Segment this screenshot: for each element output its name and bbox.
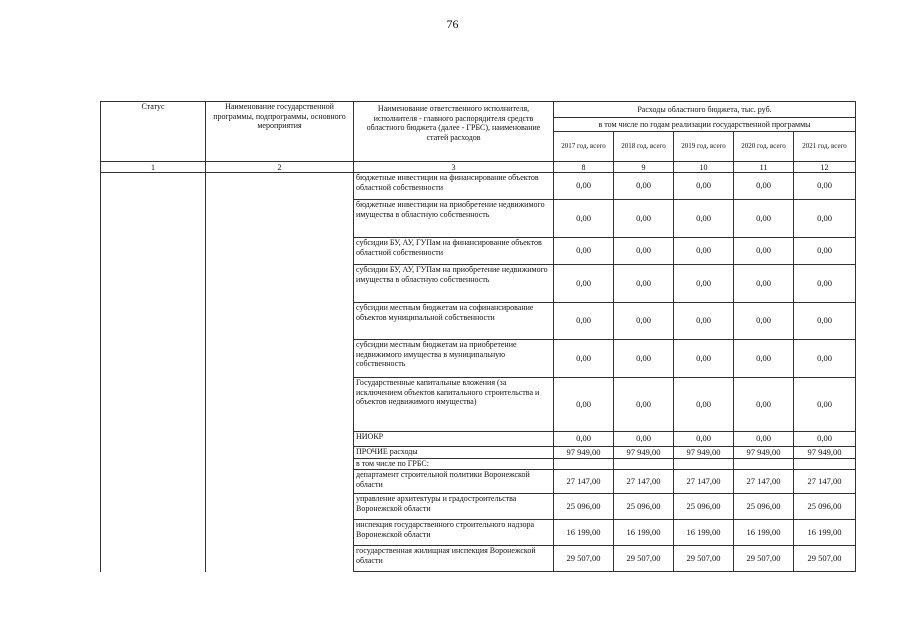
column-number: 11 <box>734 162 794 173</box>
header-status: Статус <box>101 102 206 162</box>
row-value: 97 949,00 <box>554 447 614 459</box>
row-value: 0,00 <box>734 200 794 238</box>
row-value: 0,00 <box>674 173 734 200</box>
empty-cell <box>101 459 206 470</box>
row-value: 29 507,00 <box>734 546 794 572</box>
row-value: 0,00 <box>674 378 734 432</box>
empty-cell <box>206 173 354 200</box>
header-expenses: Расходы областного бюджета, тыс. руб. <box>554 102 856 118</box>
table-row <box>101 459 856 470</box>
header-year: 2021 год, всего <box>794 132 856 162</box>
row-value <box>554 459 614 470</box>
table-row <box>101 303 856 340</box>
row-value: 29 507,00 <box>614 546 674 572</box>
row-value: 16 199,00 <box>554 520 614 546</box>
table-row <box>101 447 856 459</box>
row-value: 25 096,00 <box>794 494 856 520</box>
row-value: 0,00 <box>794 340 856 378</box>
header-program: Наименование государственной программы, подпрограммы, основного мероприятия <box>206 102 354 162</box>
row-value: 0,00 <box>674 200 734 238</box>
row-name: НИОКР <box>354 432 554 447</box>
empty-cell <box>101 378 206 432</box>
row-name: бюджетные инвестиции на приобретение недвижимого имущества в областную собственность <box>354 200 554 238</box>
row-value: 0,00 <box>614 200 674 238</box>
row-name: департамент строительной политики Воронежской области <box>354 470 554 494</box>
row-value: 25 096,00 <box>674 494 734 520</box>
empty-cell <box>101 447 206 459</box>
header-by-years: в том числе по годам реализации государственной программы <box>554 118 856 132</box>
empty-cell <box>206 265 354 303</box>
row-value: 97 949,00 <box>734 447 794 459</box>
table-row <box>101 470 856 494</box>
row-name: государственная жилищная инспекция Воронежской области <box>354 546 554 572</box>
empty-cell <box>101 520 206 546</box>
row-value: 0,00 <box>734 340 794 378</box>
header-executor: Наименование ответственного исполнителя, исполнителя - главного распорядителя средств областного бюджета (далее - ГРБС), наименование статей расходов <box>354 102 554 162</box>
row-value: 97 949,00 <box>794 447 856 459</box>
row-name: субсидии местным бюджетам на софинансирование объектов муниципальной собственности <box>354 303 554 340</box>
empty-cell <box>101 340 206 378</box>
row-value: 0,00 <box>674 340 734 378</box>
table-row <box>101 546 856 572</box>
row-value: 0,00 <box>674 265 734 303</box>
row-value: 27 147,00 <box>674 470 734 494</box>
empty-cell <box>101 546 206 572</box>
column-number: 8 <box>554 162 614 173</box>
row-value: 0,00 <box>554 340 614 378</box>
table-row <box>101 520 856 546</box>
empty-cell <box>206 470 354 494</box>
empty-cell <box>101 238 206 265</box>
row-value: 29 507,00 <box>794 546 856 572</box>
empty-cell <box>206 200 354 238</box>
row-value: 0,00 <box>674 432 734 447</box>
row-name: субсидии БУ, АУ, ГУПам на финансирование объектов областной собственности <box>354 238 554 265</box>
column-number: 1 <box>101 162 206 173</box>
row-value: 0,00 <box>674 303 734 340</box>
row-value: 97 949,00 <box>614 447 674 459</box>
row-name: Государственные капитальные вложения (за исключением объектов капитального строительства и объектов недвижимого имущества) <box>354 378 554 432</box>
empty-cell <box>101 303 206 340</box>
row-value: 0,00 <box>554 265 614 303</box>
table-row <box>101 340 856 378</box>
row-value: 0,00 <box>794 303 856 340</box>
row-value <box>674 459 734 470</box>
row-value: 25 096,00 <box>734 494 794 520</box>
row-value: 0,00 <box>554 173 614 200</box>
table-row <box>101 494 856 520</box>
row-value: 0,00 <box>794 200 856 238</box>
row-name: в том числе по ГРБС: <box>354 459 554 470</box>
row-value: 0,00 <box>734 265 794 303</box>
row-value: 0,00 <box>614 340 674 378</box>
empty-cell <box>101 470 206 494</box>
row-value: 0,00 <box>554 378 614 432</box>
column-number: 12 <box>794 162 856 173</box>
table-row <box>101 378 856 432</box>
header-year: 2017 год, всего <box>554 132 614 162</box>
row-value: 0,00 <box>794 173 856 200</box>
row-value: 0,00 <box>794 238 856 265</box>
row-value: 0,00 <box>794 265 856 303</box>
row-value: 0,00 <box>554 238 614 265</box>
row-value: 0,00 <box>614 432 674 447</box>
row-name: ПРОЧИЕ расходы <box>354 447 554 459</box>
table-row <box>101 173 856 200</box>
row-value: 27 147,00 <box>554 470 614 494</box>
empty-cell <box>206 520 354 546</box>
row-value: 0,00 <box>734 432 794 447</box>
row-name: бюджетные инвестиции на финансирование объектов областной собственности <box>354 173 554 200</box>
row-name: управление архитектуры и градостроительства Воронежской области <box>354 494 554 520</box>
row-value: 0,00 <box>794 378 856 432</box>
empty-cell <box>101 432 206 447</box>
header-year: 2018 год, всего <box>614 132 674 162</box>
empty-cell <box>101 265 206 303</box>
row-value: 0,00 <box>734 303 794 340</box>
header-year: 2019 год, всего <box>674 132 734 162</box>
table-row <box>101 432 856 447</box>
row-name: субсидии БУ, АУ, ГУПам на приобретение недвижимого имущества в областную собственность <box>354 265 554 303</box>
budget-table <box>100 101 856 572</box>
row-value: 0,00 <box>614 173 674 200</box>
row-name: субсидии местным бюджетам на приобретение недвижимого имущества в муниципальную собственность <box>354 340 554 378</box>
empty-cell <box>101 173 206 200</box>
row-value: 0,00 <box>554 432 614 447</box>
row-value: 29 507,00 <box>674 546 734 572</box>
row-name: инспекция государственного строительного надзора Воронежской области <box>354 520 554 546</box>
row-value: 16 199,00 <box>734 520 794 546</box>
row-value: 16 199,00 <box>614 520 674 546</box>
column-number: 9 <box>614 162 674 173</box>
column-number: 10 <box>674 162 734 173</box>
header-year: 2020 год, всего <box>734 132 794 162</box>
empty-cell <box>206 238 354 265</box>
row-value <box>734 459 794 470</box>
row-value: 0,00 <box>614 265 674 303</box>
row-value: 27 147,00 <box>794 470 856 494</box>
row-value: 0,00 <box>674 238 734 265</box>
empty-cell <box>206 432 354 447</box>
row-value: 27 147,00 <box>614 470 674 494</box>
row-value <box>794 459 856 470</box>
row-value: 97 949,00 <box>674 447 734 459</box>
row-value: 16 199,00 <box>794 520 856 546</box>
row-value: 0,00 <box>614 238 674 265</box>
row-value: 0,00 <box>734 173 794 200</box>
empty-cell <box>206 378 354 432</box>
row-value <box>614 459 674 470</box>
row-value: 25 096,00 <box>554 494 614 520</box>
page-number: 76 <box>446 17 459 31</box>
row-value: 0,00 <box>734 238 794 265</box>
row-value: 0,00 <box>614 303 674 340</box>
column-number: 3 <box>354 162 554 173</box>
table-row <box>101 265 856 303</box>
row-value: 0,00 <box>554 200 614 238</box>
row-value: 25 096,00 <box>614 494 674 520</box>
row-value: 0,00 <box>614 378 674 432</box>
empty-cell <box>206 494 354 520</box>
row-value: 0,00 <box>794 432 856 447</box>
row-value: 27 147,00 <box>734 470 794 494</box>
empty-cell <box>206 459 354 470</box>
empty-cell <box>206 546 354 572</box>
row-value: 16 199,00 <box>674 520 734 546</box>
empty-cell <box>206 303 354 340</box>
table-row <box>101 238 856 265</box>
empty-cell <box>101 494 206 520</box>
row-value: 0,00 <box>734 378 794 432</box>
row-value: 29 507,00 <box>554 546 614 572</box>
column-number: 2 <box>206 162 354 173</box>
empty-cell <box>206 340 354 378</box>
empty-cell <box>101 200 206 238</box>
table-row <box>101 200 856 238</box>
empty-cell <box>206 447 354 459</box>
row-value: 0,00 <box>554 303 614 340</box>
